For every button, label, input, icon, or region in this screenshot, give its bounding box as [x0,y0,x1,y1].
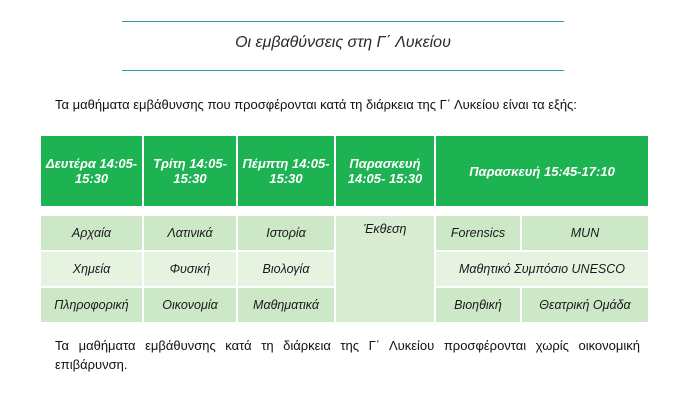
table-cell: Οικονομία [143,287,237,323]
merged-cell-ekthesi: Έκθεση [335,215,435,323]
outro-paragraph: Τα μαθήματα εμβάθυνσης κατά τη διάρκεια της Γ΄ Λυκείου προσφέρονται χωρίς οικονομική επιβάρυνση. [55,338,640,372]
table-cell: Πληροφορική [40,287,143,323]
title-bottom-rule [122,70,564,71]
table-row [40,215,649,251]
header-tuesday: Τρίτη 14:05- 15:30 [143,135,237,207]
header-thursday: Πέμπτη 14:05- 15:30 [237,135,335,207]
table-cell: Ιστορία [237,215,335,251]
header-row [40,135,649,207]
schedule-table [39,134,650,324]
table-cell: Λατινικά [143,215,237,251]
intro-paragraph: Τα μαθήματα εμβάθυνσης που προσφέρονται κατά τη διάρκεια της Γ΄ Λυκείου είναι τα εξής: [55,97,577,112]
table-cell: MUN [521,215,649,251]
header-friday-late: Παρασκευή 15:45-17:10 [435,135,649,207]
page-title: Οι εμβαθύνσεις στη Γ΄ Λυκείου [235,34,451,51]
header-friday-early: Παρασκευή 14:05- 15:30 [335,135,435,207]
table-cell: Χημεία [40,251,143,287]
title-top-rule [122,21,564,22]
table-cell: Forensics [435,215,521,251]
table-cell: Βιοηθική [435,287,521,323]
header-monday: Δευτέρα 14:05-15:30 [40,135,143,207]
table-cell: Θεατρική Ομάδα [521,287,649,323]
table-cell: Μαθητικό Συμπόσιο UNESCO [435,251,649,287]
table-cell: Μαθηματικά [237,287,335,323]
table-cell: Αρχαία [40,215,143,251]
table-cell: Φυσική [143,251,237,287]
table-cell: Βιολογία [237,251,335,287]
